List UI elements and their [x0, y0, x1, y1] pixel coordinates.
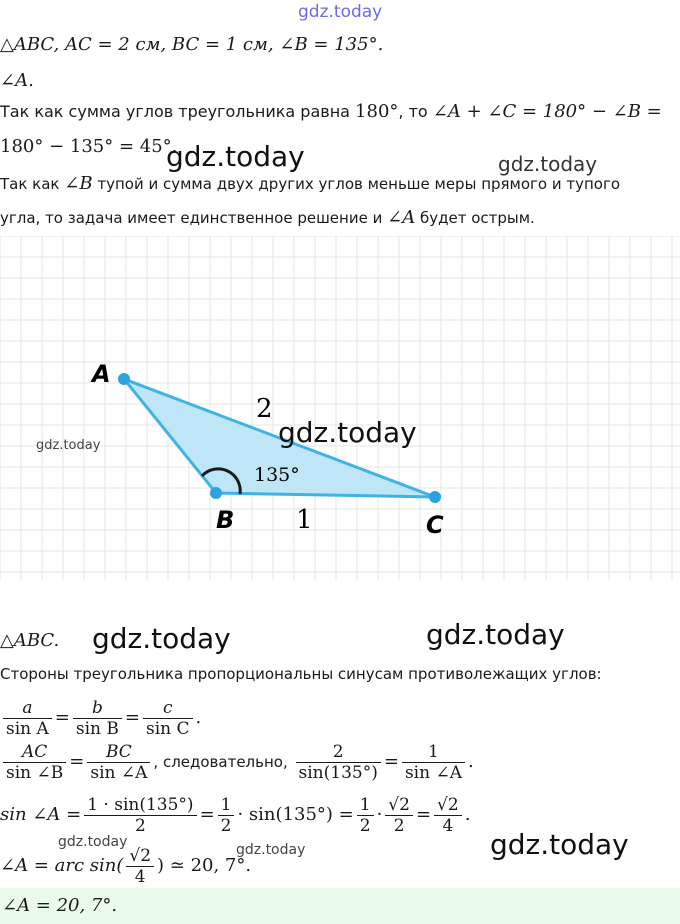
triangle-figure [0, 236, 680, 580]
sin-half2-den: 2 [357, 815, 374, 836]
word-therefore: , следовательно, [153, 753, 293, 771]
ratio-equation: $\frac{AC}{\sin \angle B}$ = $\frac{BC}{\sin \angle A}$ , следовательно, $\frac{2}{\sin(135^\circ)}$ = $\frac{1}{\sin \angle A}$ . [0, 742, 474, 783]
watermark-4: gdz.today [426, 618, 565, 651]
sin-lhs: sin ∠A = [0, 804, 82, 825]
frac-b-den: sin B [73, 718, 122, 739]
label-a: A [92, 360, 111, 388]
answer-box [0, 888, 680, 924]
frac-sinb: sin ∠B [3, 762, 66, 783]
grid-lines [0, 236, 680, 580]
step2-line2 [0, 207, 535, 228]
point-c [429, 491, 441, 503]
step2-c: тупой и сумма двух других углов меньше меры прямого и тупого [92, 175, 621, 193]
given-line: △ABC, AC = 2 см, BC = 1 см, ∠B = 135°. [0, 34, 384, 55]
watermark-5: gdz.today [58, 834, 128, 850]
watermark-6: gdz.today [236, 842, 306, 858]
sin-sqrt2b: √2 [437, 795, 459, 815]
point-a [118, 373, 130, 385]
frac-a [3, 698, 52, 739]
step1-val: 180° [355, 101, 399, 122]
sin-half-den: 2 [218, 815, 235, 836]
sin-den2: 2 [385, 815, 413, 836]
step1-expr: ∠A + ∠C = 180° − ∠B = [432, 101, 662, 122]
step1-line2: 180° − 135° = 45°. [0, 136, 178, 157]
point-b [210, 487, 222, 499]
label-side-ac: 2 [256, 394, 273, 424]
sin-end: . [464, 804, 471, 825]
frac-bc: BC [105, 742, 132, 762]
sin-eq: = [415, 804, 432, 825]
arcsin-lhs: ∠A = arc sin( [0, 855, 124, 876]
law-text: Стороны треугольника пропорциональны синусам противолежащих углов: [0, 665, 602, 683]
frac-a-den: sin A [3, 718, 52, 739]
sin-four: 4 [434, 815, 462, 836]
watermark-fig-big: gdz.today [278, 416, 417, 449]
arcsin-equation [0, 846, 251, 887]
step2-d: угла, то задача имеет единственное решение и [0, 209, 388, 227]
watermark-7: gdz.today [490, 828, 629, 861]
frac-sin135: sin(135°) [296, 762, 381, 783]
sin-half2-num: 1 [359, 795, 371, 815]
step1-text: Так как сумма углов треугольника равна [0, 102, 356, 121]
step1-mid: , то [398, 102, 433, 121]
answer-text: ∠A = 20, 7°. [2, 895, 118, 916]
frac-c-num: c [163, 698, 173, 718]
label-side-bc: 1 [296, 505, 313, 535]
solution-triangle: △ABC. [0, 630, 60, 651]
sin-dot: · [376, 804, 383, 825]
step2-line1 [0, 173, 620, 194]
sin-den1: 2 [84, 815, 196, 836]
frac-ac: AC [21, 742, 48, 762]
frac-b [73, 698, 122, 739]
sin-half-num: 1 [220, 795, 232, 815]
step2-f: будет острым. [415, 209, 535, 227]
frac-c [143, 698, 193, 739]
sin-sqrt2: √2 [388, 795, 410, 815]
watermark-fig-small: gdz.today [36, 438, 101, 453]
frac-two: 2 [332, 742, 344, 762]
step2-b: ∠B [64, 173, 93, 194]
arcsin-sqrt2: √2 [129, 846, 152, 866]
step2-a: Так как [0, 175, 65, 193]
step2-e: ∠A [387, 207, 416, 228]
find-line: ∠A. [0, 70, 34, 91]
label-angle-b: 135° [254, 464, 300, 486]
step1-line1 [0, 101, 662, 122]
sin-equation: sin ∠A = $\frac{1 \cdot \sin(135^\circ)}{2}$ = $\frac{1}{2}$ · sin(135°) = $\frac{1}{2}$ · $\frac{√2}{2}$ = $\frac{√2}{4}$ . [0, 795, 471, 836]
watermark-1: gdz.today [166, 140, 305, 173]
arcsin-rhs: ) ≃ 20, 7°. [157, 855, 252, 876]
frac-one: 1 [428, 742, 439, 762]
frac-a-num: a [22, 698, 33, 718]
frac-sina2: sin ∠A [402, 762, 465, 783]
frac-sina: sin ∠A [87, 762, 150, 783]
watermark-2: gdz.today [498, 152, 598, 176]
label-b: B [216, 506, 235, 534]
label-c: C [426, 511, 444, 539]
sin-135: · sin(135°) = [237, 804, 354, 825]
sin-num1: 1 · sin(135°) [87, 795, 194, 815]
frac-c-den: sin C [143, 718, 193, 739]
watermark-top: gdz.today [298, 2, 383, 22]
watermark-3: gdz.today [92, 622, 231, 655]
law-equation: $\frac{a}{\text{sin A}}$ = $\frac{b}{\text{sin B}}$ = $\frac{c}{\text{sin C}}$ . [0, 698, 201, 739]
arcsin-four: 4 [126, 866, 154, 887]
frac-b-num: b [91, 698, 103, 718]
